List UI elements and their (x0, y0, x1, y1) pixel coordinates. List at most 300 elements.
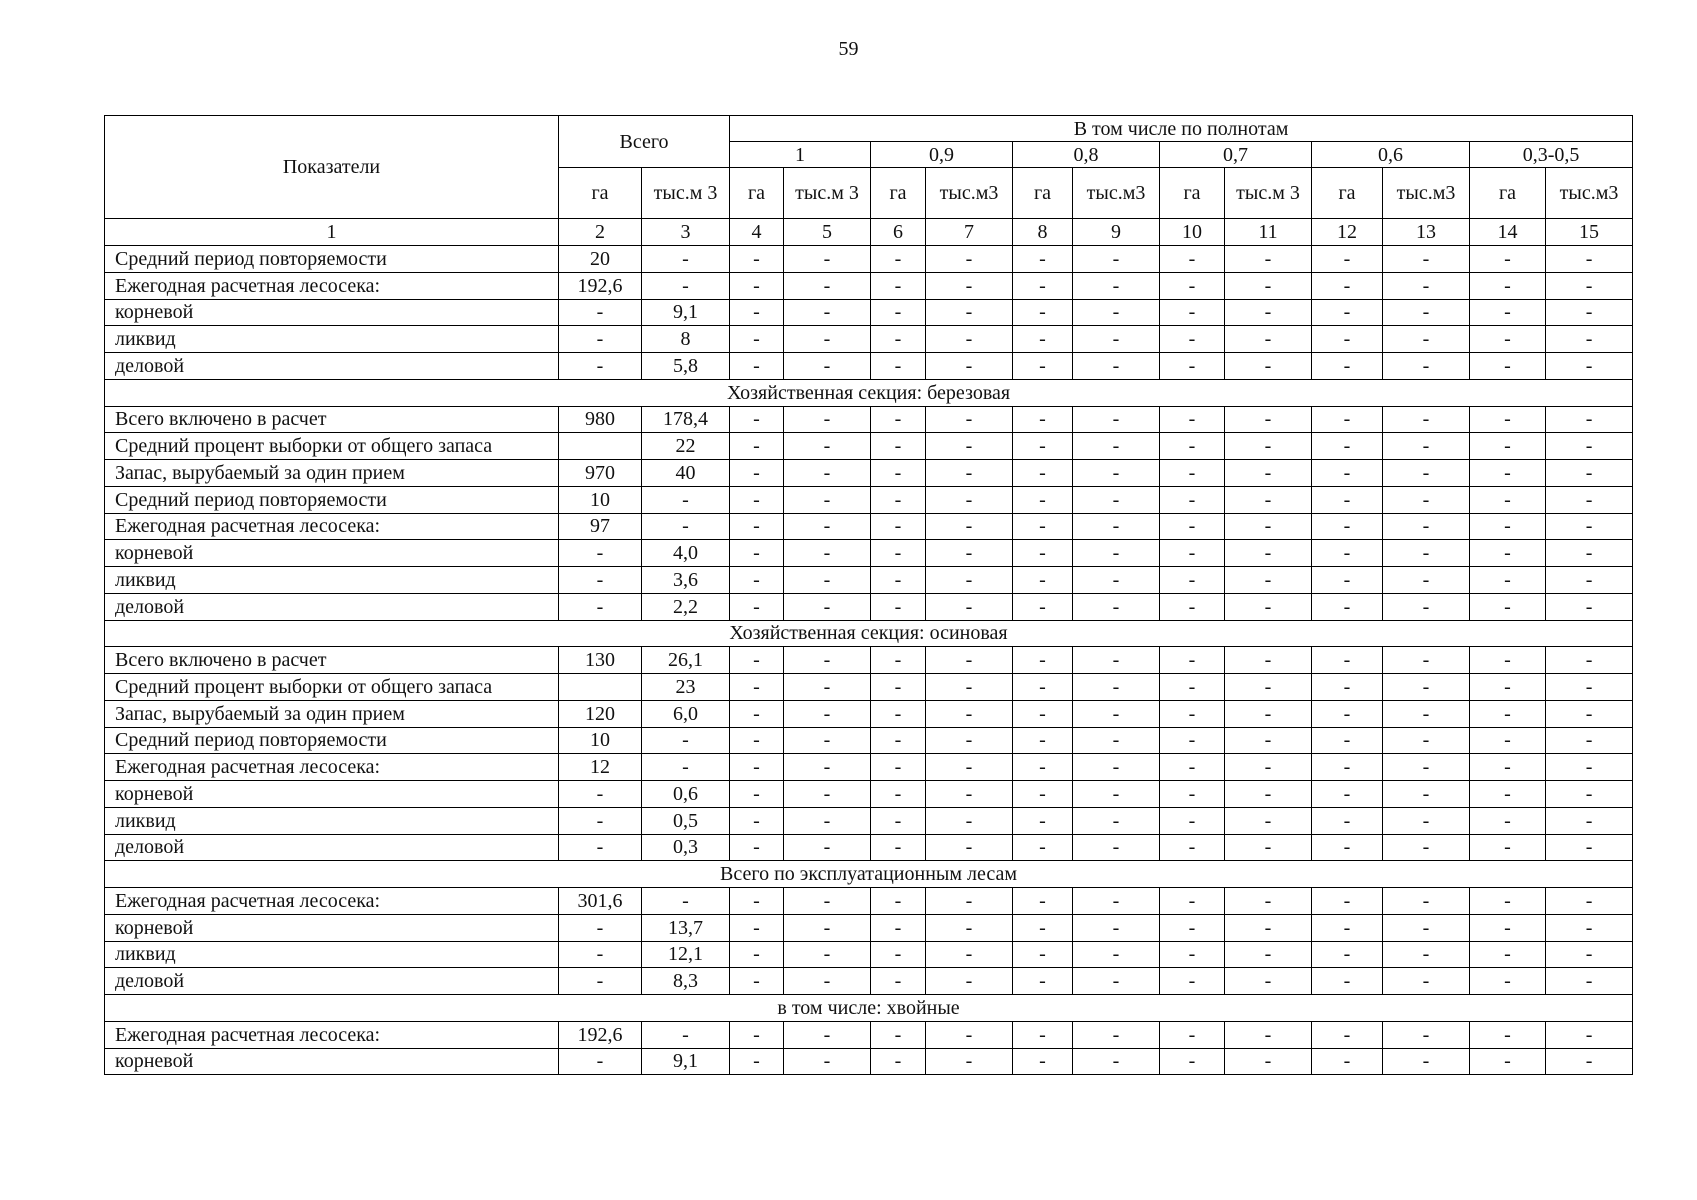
table-row (105, 433, 1633, 460)
row-label: Ежегодная расчетная лесосека: (105, 513, 559, 540)
total-ha-cell: - (559, 567, 642, 594)
density-cell: - (926, 941, 1013, 968)
total-ha-cell: 970 (559, 460, 642, 487)
total-ha-cell: 10 (559, 486, 642, 513)
density-cell: - (1225, 941, 1312, 968)
density-cell: - (1546, 513, 1633, 540)
total-ha-cell: 130 (559, 647, 642, 674)
density-cell: - (1383, 567, 1470, 594)
density-cell: - (730, 433, 784, 460)
density-cell: - (1160, 326, 1225, 353)
density-cell: - (1160, 513, 1225, 540)
density-cell: - (1073, 914, 1160, 941)
row-label: корневой (105, 781, 559, 808)
row-label: Запас, вырубаемый за один прием (105, 700, 559, 727)
density-cell: - (1546, 326, 1633, 353)
total-ha-cell: - (559, 941, 642, 968)
density-cell: - (1013, 326, 1073, 353)
total-ha-cell: 301,6 (559, 888, 642, 915)
density-cell: - (1013, 888, 1073, 915)
density-cell: - (1312, 647, 1383, 674)
table-row (105, 1048, 1633, 1075)
column-number: 2 (559, 219, 642, 246)
total-volume-cell: 26,1 (642, 647, 730, 674)
density-cell: - (1470, 486, 1546, 513)
header-unit: га (559, 168, 642, 219)
density-cell: - (784, 941, 871, 968)
density-cell: - (784, 353, 871, 380)
density-cell: - (871, 540, 926, 567)
density-cell: - (1546, 781, 1633, 808)
density-cell: - (926, 299, 1013, 326)
header-indicators: Показатели (105, 116, 559, 219)
density-cell: - (784, 727, 871, 754)
density-cell: - (1312, 754, 1383, 781)
row-label: деловой (105, 593, 559, 620)
total-ha-cell: 120 (559, 700, 642, 727)
density-cell: - (871, 567, 926, 594)
density-cell: - (1225, 1021, 1312, 1048)
density-cell: - (1225, 299, 1312, 326)
density-cell: - (1383, 593, 1470, 620)
density-cell: - (1383, 460, 1470, 487)
density-cell: - (926, 486, 1013, 513)
density-cell: - (926, 246, 1013, 273)
column-number: 15 (1546, 219, 1633, 246)
table-row (105, 299, 1633, 326)
density-cell: - (730, 888, 784, 915)
density-cell: - (1160, 674, 1225, 701)
row-label: Средний период повторяемости (105, 727, 559, 754)
header-by-density: В том числе по полнотам (730, 116, 1633, 142)
density-cell: - (784, 460, 871, 487)
density-cell: - (1312, 727, 1383, 754)
density-cell: - (871, 246, 926, 273)
density-cell: - (1546, 1048, 1633, 1075)
density-cell: - (1160, 353, 1225, 380)
density-cell: - (926, 540, 1013, 567)
density-cell: - (1160, 406, 1225, 433)
table-row (105, 674, 1633, 701)
density-cell: - (1470, 567, 1546, 594)
total-ha-cell: 980 (559, 406, 642, 433)
density-cell: - (926, 968, 1013, 995)
density-cell: - (1470, 246, 1546, 273)
density-cell: - (1546, 460, 1633, 487)
density-cell: - (1470, 406, 1546, 433)
density-cell: - (784, 834, 871, 861)
density-cell: - (1546, 246, 1633, 273)
density-cell: - (1225, 326, 1312, 353)
header-density-0-6: 0,6 (1312, 142, 1470, 168)
density-cell: - (1225, 433, 1312, 460)
total-volume-cell: - (642, 246, 730, 273)
density-cell: - (784, 647, 871, 674)
density-cell: - (730, 486, 784, 513)
density-cell: - (784, 326, 871, 353)
density-cell: - (1546, 888, 1633, 915)
section-title: в том числе: хвойные (105, 995, 1633, 1022)
header-unit: тыс.м 3 (784, 168, 871, 219)
density-cell: - (871, 353, 926, 380)
row-label: деловой (105, 353, 559, 380)
total-volume-cell: 13,7 (642, 914, 730, 941)
density-cell: - (1470, 272, 1546, 299)
total-volume-cell: 22 (642, 433, 730, 460)
density-cell: - (1160, 968, 1225, 995)
density-cell: - (1470, 513, 1546, 540)
column-number: 3 (642, 219, 730, 246)
density-cell: - (1470, 754, 1546, 781)
density-cell: - (1073, 406, 1160, 433)
density-cell: - (1546, 486, 1633, 513)
density-cell: - (1073, 834, 1160, 861)
density-cell: - (784, 567, 871, 594)
row-label: ликвид (105, 567, 559, 594)
density-cell: - (1073, 727, 1160, 754)
density-cell: - (1225, 834, 1312, 861)
density-cell: - (1225, 567, 1312, 594)
density-cell: - (1073, 968, 1160, 995)
density-cell: - (730, 727, 784, 754)
density-cell: - (1225, 700, 1312, 727)
density-cell: - (1160, 1048, 1225, 1075)
density-cell: - (1383, 888, 1470, 915)
density-cell: - (1160, 941, 1225, 968)
row-label: корневой (105, 299, 559, 326)
density-cell: - (1383, 299, 1470, 326)
density-cell: - (1225, 1048, 1312, 1075)
density-cell: - (1546, 727, 1633, 754)
density-cell: - (926, 326, 1013, 353)
density-cell: - (784, 406, 871, 433)
density-cell: - (1073, 1048, 1160, 1075)
density-cell: - (1013, 754, 1073, 781)
density-cell: - (1383, 272, 1470, 299)
density-cell: - (1225, 353, 1312, 380)
density-cell: - (1073, 353, 1160, 380)
header-unit: га (1470, 168, 1546, 219)
density-cell: - (1160, 700, 1225, 727)
density-cell: - (730, 460, 784, 487)
total-volume-cell: 0,5 (642, 807, 730, 834)
density-cell: - (926, 593, 1013, 620)
density-cell: - (730, 968, 784, 995)
allowable-cut-table (104, 115, 1633, 1075)
table-row (105, 246, 1633, 273)
density-cell: - (871, 433, 926, 460)
density-cell: - (871, 914, 926, 941)
header-unit: тыс.м3 (1383, 168, 1470, 219)
table-row (105, 272, 1633, 299)
section-title: Хозяйственная секция: березовая (105, 379, 1633, 406)
density-cell: - (871, 272, 926, 299)
table-row (105, 540, 1633, 567)
density-cell: - (1225, 272, 1312, 299)
density-cell: - (1312, 700, 1383, 727)
density-cell: - (730, 1021, 784, 1048)
density-cell: - (730, 1048, 784, 1075)
header-density-0-3-0-5: 0,3-0,5 (1470, 142, 1633, 168)
density-cell: - (1160, 781, 1225, 808)
row-label: Ежегодная расчетная лесосека: (105, 888, 559, 915)
density-cell: - (926, 272, 1013, 299)
density-cell: - (1160, 1021, 1225, 1048)
density-cell: - (1470, 674, 1546, 701)
header-density-0-9: 0,9 (871, 142, 1013, 168)
density-cell: - (730, 834, 784, 861)
density-cell: - (1383, 540, 1470, 567)
density-cell: - (1013, 299, 1073, 326)
column-numbers-row (105, 219, 1633, 246)
row-label: деловой (105, 834, 559, 861)
density-cell: - (1013, 486, 1073, 513)
density-cell: - (1013, 807, 1073, 834)
density-cell: - (1312, 1048, 1383, 1075)
header-unit: тыс.м3 (1073, 168, 1160, 219)
density-cell: - (871, 513, 926, 540)
density-cell: - (1312, 593, 1383, 620)
density-cell: - (1470, 460, 1546, 487)
density-cell: - (730, 299, 784, 326)
density-cell: - (871, 406, 926, 433)
column-number: 12 (1312, 219, 1383, 246)
density-cell: - (1546, 807, 1633, 834)
row-label: Ежегодная расчетная лесосека: (105, 272, 559, 299)
row-label: Средний период повторяемости (105, 246, 559, 273)
density-cell: - (1225, 914, 1312, 941)
density-cell: - (1546, 353, 1633, 380)
density-cell: - (1160, 754, 1225, 781)
density-cell: - (871, 299, 926, 326)
density-cell: - (1013, 914, 1073, 941)
density-cell: - (1160, 834, 1225, 861)
density-cell: - (730, 700, 784, 727)
density-cell: - (1312, 834, 1383, 861)
density-cell: - (784, 540, 871, 567)
density-cell: - (784, 272, 871, 299)
density-cell: - (1383, 513, 1470, 540)
density-cell: - (1225, 460, 1312, 487)
column-number: 14 (1470, 219, 1546, 246)
column-number: 11 (1225, 219, 1312, 246)
total-ha-cell (559, 433, 642, 460)
row-label: корневой (105, 1048, 559, 1075)
total-ha-cell: 97 (559, 513, 642, 540)
density-cell: - (1160, 727, 1225, 754)
density-cell: - (784, 807, 871, 834)
density-cell: - (784, 674, 871, 701)
density-cell: - (1225, 647, 1312, 674)
density-cell: - (1013, 647, 1073, 674)
row-label: ликвид (105, 941, 559, 968)
table-row (105, 968, 1633, 995)
header-unit: тыс.м3 (926, 168, 1013, 219)
density-cell: - (1383, 834, 1470, 861)
density-cell: - (1470, 941, 1546, 968)
total-volume-cell: - (642, 888, 730, 915)
density-cell: - (784, 1021, 871, 1048)
density-cell: - (926, 1021, 1013, 1048)
density-cell: - (926, 460, 1013, 487)
density-cell: - (730, 593, 784, 620)
total-ha-cell: - (559, 1048, 642, 1075)
density-cell: - (1470, 968, 1546, 995)
density-cell: - (784, 1048, 871, 1075)
total-ha-cell: - (559, 834, 642, 861)
column-number: 6 (871, 219, 926, 246)
total-volume-cell: - (642, 754, 730, 781)
density-cell: - (1073, 513, 1160, 540)
row-label: Ежегодная расчетная лесосека: (105, 1021, 559, 1048)
density-cell: - (784, 246, 871, 273)
density-cell: - (1383, 1048, 1470, 1075)
density-cell: - (730, 326, 784, 353)
density-cell: - (1225, 486, 1312, 513)
density-cell: - (1312, 246, 1383, 273)
density-cell: - (784, 754, 871, 781)
header-density-0-8: 0,8 (1013, 142, 1160, 168)
density-cell: - (784, 593, 871, 620)
total-ha-cell: 12 (559, 754, 642, 781)
total-volume-cell: 5,8 (642, 353, 730, 380)
row-label: ликвид (105, 326, 559, 353)
total-ha-cell: 192,6 (559, 1021, 642, 1048)
density-cell: - (730, 781, 784, 808)
density-cell: - (1470, 807, 1546, 834)
density-cell: - (784, 781, 871, 808)
density-cell: - (1383, 647, 1470, 674)
density-cell: - (1225, 593, 1312, 620)
density-cell: - (1546, 299, 1633, 326)
density-cell: - (926, 727, 1013, 754)
density-cell: - (1546, 567, 1633, 594)
density-cell: - (1312, 326, 1383, 353)
density-cell: - (871, 1021, 926, 1048)
table-row (105, 754, 1633, 781)
table-row (105, 781, 1633, 808)
section-title: Хозяйственная секция: осиновая (105, 620, 1633, 647)
density-cell: - (730, 941, 784, 968)
total-volume-cell: 9,1 (642, 1048, 730, 1075)
density-cell: - (1225, 888, 1312, 915)
density-cell: - (1160, 299, 1225, 326)
density-cell: - (1383, 406, 1470, 433)
density-cell: - (1546, 272, 1633, 299)
density-cell: - (1312, 1021, 1383, 1048)
total-ha-cell: 192,6 (559, 272, 642, 299)
density-cell: - (1546, 674, 1633, 701)
density-cell: - (1312, 486, 1383, 513)
density-cell: - (1470, 593, 1546, 620)
table-row (105, 326, 1633, 353)
header-unit: тыс.м 3 (642, 168, 730, 219)
total-volume-cell: 8 (642, 326, 730, 353)
density-cell: - (1383, 700, 1470, 727)
density-cell: - (926, 513, 1013, 540)
density-cell: - (1546, 941, 1633, 968)
row-label: деловой (105, 968, 559, 995)
density-cell: - (1312, 941, 1383, 968)
total-ha-cell: - (559, 353, 642, 380)
total-volume-cell: - (642, 486, 730, 513)
total-ha-cell: - (559, 781, 642, 808)
density-cell: - (730, 754, 784, 781)
density-cell: - (871, 326, 926, 353)
density-cell: - (1073, 700, 1160, 727)
header-unit: га (871, 168, 926, 219)
density-cell: - (1225, 513, 1312, 540)
density-cell: - (1160, 540, 1225, 567)
density-cell: - (871, 700, 926, 727)
density-cell: - (1312, 433, 1383, 460)
density-cell: - (1383, 727, 1470, 754)
density-cell: - (1470, 326, 1546, 353)
row-label: ликвид (105, 807, 559, 834)
density-cell: - (730, 246, 784, 273)
density-cell: - (1312, 914, 1383, 941)
density-cell: - (1160, 433, 1225, 460)
density-cell: - (1546, 593, 1633, 620)
density-cell: - (1470, 834, 1546, 861)
total-volume-cell: 3,6 (642, 567, 730, 594)
header-unit: тыс.м3 (1546, 168, 1633, 219)
density-cell: - (871, 941, 926, 968)
table-row (105, 567, 1633, 594)
column-number: 13 (1383, 219, 1470, 246)
table-row (105, 513, 1633, 540)
density-cell: - (1160, 593, 1225, 620)
column-number: 10 (1160, 219, 1225, 246)
density-cell: - (730, 540, 784, 567)
density-cell: - (1383, 781, 1470, 808)
header-total: Всего (559, 116, 730, 168)
total-ha-cell (559, 674, 642, 701)
row-label: Средний период повторяемости (105, 486, 559, 513)
density-cell: - (1160, 272, 1225, 299)
density-cell: - (1225, 406, 1312, 433)
density-cell: - (1546, 754, 1633, 781)
section-title: Всего по эксплуатационным лесам (105, 861, 1633, 888)
header-unit: га (1013, 168, 1073, 219)
density-cell: - (784, 700, 871, 727)
density-cell: - (1160, 807, 1225, 834)
density-cell: - (1312, 888, 1383, 915)
total-volume-cell: 2,2 (642, 593, 730, 620)
density-cell: - (1013, 513, 1073, 540)
density-cell: - (1225, 540, 1312, 567)
density-cell: - (1546, 1021, 1633, 1048)
table-row (105, 460, 1633, 487)
density-cell: - (1470, 540, 1546, 567)
density-cell: - (1073, 781, 1160, 808)
row-label: Запас, вырубаемый за один прием (105, 460, 559, 487)
density-cell: - (1013, 834, 1073, 861)
density-cell: - (730, 914, 784, 941)
section-row (105, 995, 1633, 1022)
total-volume-cell: 23 (642, 674, 730, 701)
density-cell: - (871, 1048, 926, 1075)
density-cell: - (1225, 781, 1312, 808)
density-cell: - (1160, 647, 1225, 674)
total-volume-cell: 9,1 (642, 299, 730, 326)
total-ha-cell: - (559, 593, 642, 620)
density-cell: - (871, 647, 926, 674)
density-cell: - (1312, 460, 1383, 487)
total-ha-cell: - (559, 326, 642, 353)
density-cell: - (1546, 406, 1633, 433)
density-cell: - (1073, 941, 1160, 968)
